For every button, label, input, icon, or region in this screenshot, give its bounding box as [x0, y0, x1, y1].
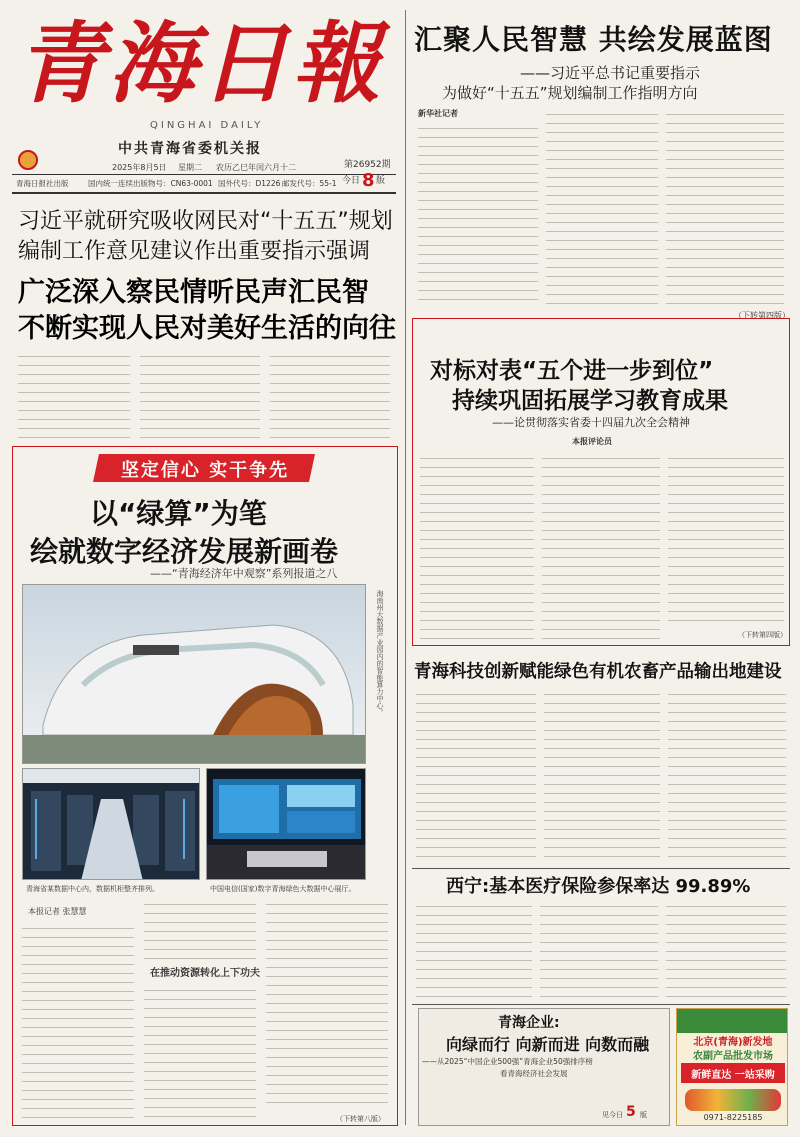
masthead-publisher: 青海日报社出版	[16, 179, 69, 188]
editorial-col-1	[420, 452, 534, 640]
enterprise-footer-unit: 版	[640, 1111, 647, 1119]
enterprise-footer-page: 5	[626, 1104, 636, 1120]
logo-emblem	[18, 150, 38, 170]
feature-head-2: 绘就数字经济发展新画卷	[30, 535, 339, 568]
feature-col-2	[144, 898, 256, 962]
masthead-date: 2025年8月5日	[112, 163, 167, 172]
masthead-post-code: 邮发代号：55-1	[282, 179, 337, 188]
enterprise-sub-2: 看青海经济社会发展	[500, 1069, 568, 1078]
feature-section-heading: 在推动资源转化上下功夫	[150, 968, 260, 979]
masthead-pages-unit: 版	[376, 176, 386, 186]
editorial-head-1: 对标对表“五个进一步到位”	[430, 358, 714, 384]
top-story-col-2	[546, 108, 658, 308]
enterprise-kicker: 青海企业:	[498, 1015, 560, 1031]
top-story-byline: 新华社记者	[418, 109, 458, 118]
top-story-headline: 汇聚人民智慧 共绘发展蓝图	[414, 23, 773, 56]
agri-col-3	[668, 688, 786, 864]
feature-reporters: 本报记者 张慧慧	[28, 907, 87, 916]
ad-top-band	[677, 1009, 788, 1033]
lead-col-2	[140, 350, 260, 440]
ad-produce-image	[685, 1089, 781, 1111]
agri-col-2	[544, 688, 660, 864]
editorial-byline: 本报评论员	[572, 437, 612, 446]
ad-cta-text: 新鲜直达 一站采购	[691, 1070, 775, 1081]
masthead-pinyin: QINGHAI DAILY	[150, 120, 264, 131]
editorial-col-2	[542, 452, 660, 640]
lead-main-1: 广泛深入察民情听民声汇民智	[18, 277, 369, 308]
lead-col-3	[270, 350, 390, 440]
editorial-footer: （下转第四版）	[738, 631, 787, 639]
masthead-weekday: 星期二	[178, 163, 202, 172]
masthead-issue: 第26952期	[344, 160, 391, 170]
feature-col-3	[266, 898, 388, 1110]
insurance-col-2	[540, 900, 658, 1000]
editorial-col-3	[668, 452, 784, 628]
editorial-sub: ——论贯彻落实省委十四届九次全会精神	[492, 416, 690, 429]
enterprise-footer: 见今日	[602, 1111, 623, 1119]
lead-main-2: 不断实现人民对美好生活的向往	[18, 313, 396, 344]
feature-col-1	[22, 922, 134, 1118]
feature-col-2b	[144, 984, 256, 1118]
exhibition-hall-photo	[206, 768, 366, 880]
ad-line-1: 北京(青海)新发地	[693, 1037, 773, 1048]
enterprise-headline: 向绿而行 向新而进 向数而融	[446, 1035, 650, 1054]
masthead-postal: 国外代号：D1226	[218, 179, 281, 188]
ad-phone: 0971-8225185	[703, 1113, 763, 1122]
editorial-head-2: 持续巩固拓展学习教育成果	[452, 388, 728, 414]
top-story-sub2: 为做好“十五五”规划编制工作指明方向	[442, 84, 698, 102]
server-hall-caption: 青海省某数据中心内，数据机柜整齐排列。	[26, 885, 159, 893]
feature-footer: （下转第八版）	[336, 1115, 385, 1123]
insurance-col-1	[416, 900, 532, 1000]
lead-head-1: 习近平就研究吸收网民对“十五五”规划	[18, 209, 393, 234]
top-story-col-1	[418, 122, 538, 308]
exhibition-hall-caption: 中国电信(国家)数字青海绿色大数据中心展厅。	[210, 885, 356, 893]
agri-col-1	[416, 688, 536, 864]
top-story-col-3	[666, 108, 784, 308]
masthead-organ: 中共青海省委机关报	[118, 141, 262, 157]
market-ad[interactable]	[676, 1008, 788, 1126]
lead-col-1	[18, 350, 130, 440]
masthead-title: 青海日報	[16, 11, 385, 115]
feature-sub: ——“青海经济年中观察”系列报道之八	[150, 567, 338, 580]
top-story-sub1: ——习近平总书记重要指示	[520, 64, 701, 82]
lead-head-2: 编制工作意见建议作出重要指示强调	[18, 239, 371, 264]
datacenter-photo-caption: 海南州大数据产业园内的智能算力中心。	[376, 590, 384, 716]
masthead-today: 今日	[342, 176, 361, 186]
datacenter-photo	[22, 584, 366, 764]
ad-line-2: 农副产品批发市场	[693, 1051, 773, 1062]
insurance-headline: 西宁:基本医疗保险参保率达 99.89%	[446, 876, 751, 897]
masthead-lunar: 农历乙巳年闰六月十二	[216, 163, 296, 172]
enterprise-sub: ——从2025“中国企业500强”青海企业50强排序榜	[422, 1057, 593, 1066]
feature-banner-text: 坚定信心 实干争先	[120, 460, 290, 481]
feature-head-1: 以“绿算”为笔	[90, 497, 267, 530]
masthead-pages: 8	[362, 170, 375, 191]
agri-headline: 青海科技创新赋能绿色有机农畜产品输出地建设	[414, 662, 782, 682]
top-story-footer: （下转第四版）	[734, 311, 790, 320]
server-hall-photo	[22, 768, 200, 880]
masthead-cn-code: 国内统一连续出版物号：CN63-0001	[88, 179, 213, 188]
insurance-col-3	[666, 900, 786, 1000]
